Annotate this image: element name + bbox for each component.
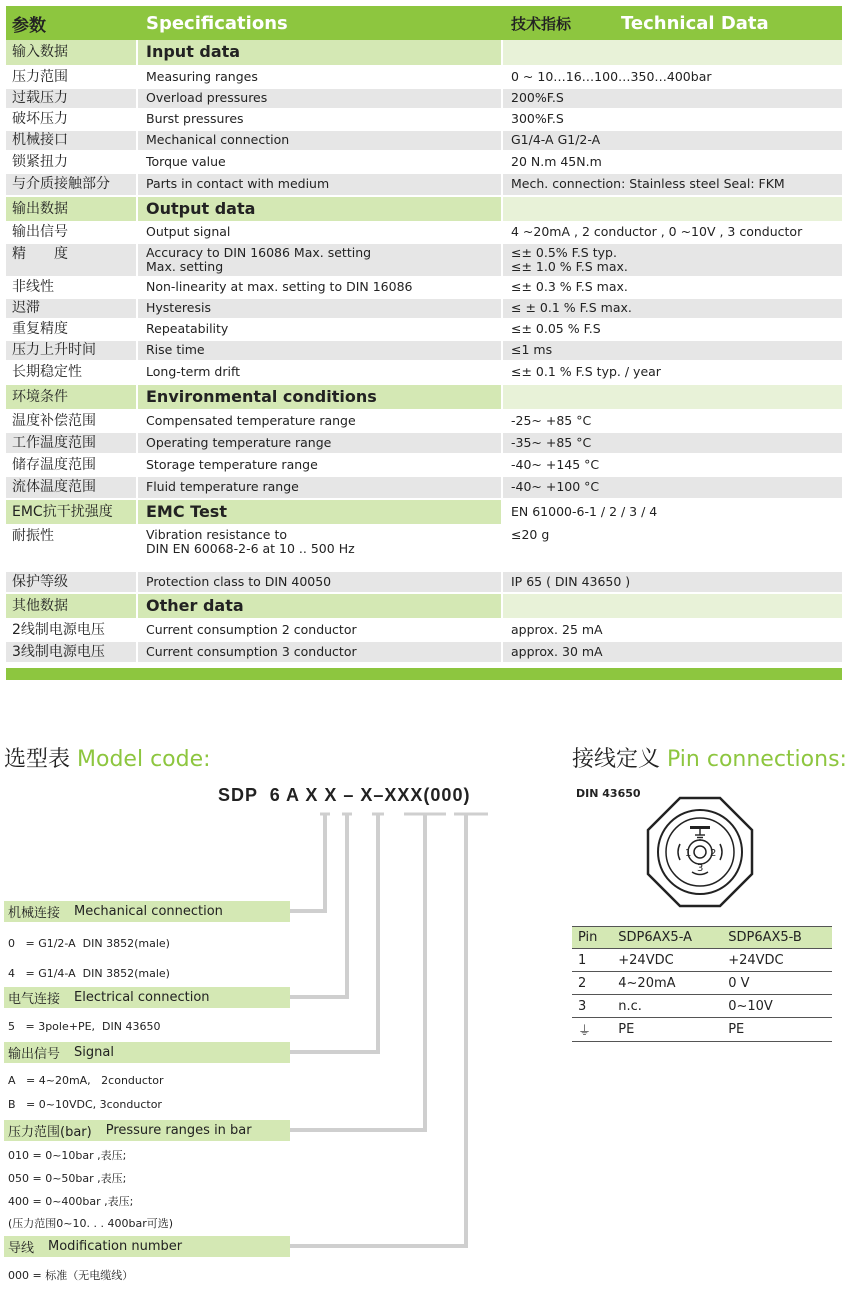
pin-assignment: 4~20mA — [612, 972, 722, 995]
pin-table — [572, 926, 832, 1042]
spec-value: -35~ +85 °C — [501, 433, 842, 453]
model-group-en: Signal — [74, 1045, 114, 1060]
model-group-en: Mechanical connection — [74, 904, 223, 919]
spec-en-label: Parts in contact with medium — [136, 174, 501, 195]
connector-pin-2-label: 2 — [710, 848, 717, 859]
spec-cn-label: 流体温度范围 — [12, 479, 96, 496]
model-group-en: Pressure ranges in bar — [105, 1123, 252, 1138]
model-option: 010 = 0~10bar ,表压; — [8, 1149, 127, 1162]
spec-value: ≤± 0.05 % F.S — [501, 320, 842, 339]
spec-en-label: Burst pressures — [136, 110, 501, 129]
spec-en-label: Current consumption 3 conductor — [136, 642, 501, 662]
pin-assignment: +24VDC — [722, 949, 832, 972]
pin-assignment: n.c. — [612, 995, 722, 1018]
model-group-header — [4, 987, 290, 1008]
spec-value: ≤± 0.5% F.S typ. ≤± 1.0 % F.S max. — [501, 244, 842, 276]
model-group-cn: 压力范围(bar) — [8, 1125, 92, 1140]
spec-cn-label: 精 度 — [12, 246, 68, 262]
spec-value: ≤± 0.3 % F.S max. — [501, 278, 842, 297]
spec-cn-label: 2线制电源电压 — [12, 621, 105, 638]
model-title-cn: 选型表 — [4, 747, 71, 772]
spec-en-label: Compensated temperature range — [136, 411, 501, 431]
pin-row — [572, 972, 832, 995]
spec-value: approx. 30 mA — [501, 642, 842, 662]
spec-cn-label: 其他数据 — [12, 597, 68, 614]
spec-en-label: Long-term drift — [136, 362, 501, 383]
spec-value: Mech. connection: Stainless steel Seal: FKM — [501, 174, 842, 195]
spec-cn-label: 与介质接触部分 — [12, 176, 110, 193]
spec-cn-label: 迟滞 — [12, 300, 40, 317]
pin-row — [572, 949, 832, 972]
spec-cn-label: 压力上升时间 — [12, 342, 96, 359]
pin-col-header: SDP6AX5-B — [722, 927, 832, 949]
spec-en-label: Environmental conditions — [136, 385, 501, 409]
pin-assignment: 0 V — [722, 972, 832, 995]
spec-value: 300%F.S — [501, 110, 842, 129]
spec-cn-label: 输入数据 — [12, 44, 68, 61]
spec-value: -40~ +145 °C — [501, 455, 842, 475]
model-option: 000 = 标准（无电缆线） — [8, 1269, 134, 1282]
model-option: A = 4~20mA, 2conductor — [8, 1074, 164, 1087]
model-group-header — [4, 1042, 290, 1063]
spec-value: 0 ~ 10…16…100…350…400bar — [501, 67, 842, 87]
spec-value: -25~ +85 °C — [501, 411, 842, 431]
spec-en-label: Hysteresis — [136, 299, 501, 318]
leader-electrical — [290, 814, 347, 997]
model-group-cn: 导线 — [8, 1241, 35, 1256]
model-option: 4 = G1/4-A DIN 3852(male) — [8, 967, 170, 980]
spec-en-label: Protection class to DIN 40050 — [136, 572, 501, 592]
pin-title-en: Pin connections: — [667, 747, 847, 772]
spec-value: approx. 25 mA — [501, 620, 842, 640]
pin-assignment: 0~10V — [722, 995, 832, 1018]
spec-cn-label: 输出数据 — [12, 200, 68, 217]
spec-cn-label: 过载压力 — [12, 90, 68, 107]
spec-en-label: Current consumption 2 conductor — [136, 620, 501, 640]
pin-number: ⏚ — [572, 1018, 612, 1042]
din-label: DIN 43650 — [576, 787, 641, 800]
spec-en-label: Measuring ranges — [136, 67, 501, 87]
spec-en-label: Input data — [136, 40, 501, 65]
model-option: 400 = 0~400bar ,表压; — [8, 1195, 134, 1208]
spec-cn-label: 耐振性 — [12, 528, 54, 544]
model-group-header — [4, 901, 290, 922]
model-option: 0 = G1/2-A DIN 3852(male) — [8, 937, 170, 950]
spec-value: ≤± 0.1 % F.S typ. / year — [501, 362, 842, 383]
pin-number: 1 — [572, 949, 612, 972]
pin-number: 2 — [572, 972, 612, 995]
pin-title-cn: 接线定义 — [572, 747, 661, 772]
pin-col-header: SDP6AX5-A — [612, 927, 722, 949]
model-group-header — [4, 1120, 290, 1141]
spec-cn-label: 锁紧扭力 — [12, 153, 68, 170]
pin-col-header: Pin — [572, 927, 612, 949]
pin-number: 3 — [572, 995, 612, 1018]
spec-cn-label: 3线制电源电压 — [12, 643, 105, 660]
spec-cn-label: 工作温度范围 — [12, 434, 96, 451]
header-en-left: Specifications — [146, 12, 288, 34]
model-group-cn: 电气连接 — [8, 992, 61, 1007]
spec-cn-label: 压力范围 — [12, 68, 68, 85]
spec-cn-label: 长期稳定性 — [12, 364, 82, 381]
model-group-header — [4, 1236, 290, 1257]
spec-cn-label: 保护等级 — [12, 573, 68, 590]
spec-value: -40~ +100 °C — [501, 477, 842, 498]
spec-value: EN 61000-6-1 / 2 / 3 / 4 — [501, 500, 842, 524]
model-group-en: Electrical connection — [74, 990, 210, 1005]
model-option: B = 0~10VDC, 3conductor — [8, 1098, 162, 1111]
model-option: 050 = 0~50bar ,表压; — [8, 1172, 127, 1185]
spec-value: 20 N.m 45N.m — [501, 152, 842, 172]
model-group-cn: 机械连接 — [8, 906, 61, 921]
pin-table-header — [572, 927, 832, 949]
pin-connections-title — [572, 742, 847, 773]
spec-en-label: Overload pressures — [136, 89, 501, 108]
spec-en-label: Rise time — [136, 341, 501, 360]
spec-en-label: Other data — [136, 594, 501, 618]
spec-value: G1/4-A G1/2-A — [501, 131, 842, 150]
spec-cn-label: 温度补偿范围 — [12, 412, 96, 429]
spec-en-label: Accuracy to DIN 16086 Max. setting Max. setting — [136, 244, 501, 276]
spec-en-label: Output data — [136, 197, 501, 221]
spec-cn-label: 非线性 — [12, 279, 54, 296]
spec-value: IP 65 ( DIN 43650 ) — [501, 572, 842, 592]
pin-row — [572, 1018, 832, 1042]
spec-cn-label: EMC抗干扰强度 — [12, 503, 113, 520]
connector-pin-1-label: 1 — [685, 848, 692, 859]
spec-en-label: Vibration resistance to DIN EN 60068-2-6 at 10 .. 500 Hz — [136, 526, 501, 570]
spec-value: ≤ ± 0.1 % F.S max. — [501, 299, 842, 318]
spec-cn-label: 环境条件 — [12, 388, 68, 405]
connector-center-inner — [694, 846, 706, 858]
spec-en-label: Repeatability — [136, 320, 501, 339]
spec-en-label: EMC Test — [136, 500, 501, 524]
spec-value: 4 ~20mA , 2 conductor , 0 ~10V , 3 conductor — [501, 223, 842, 242]
spec-en-label: Torque value — [136, 152, 501, 172]
spec-cn-label: 输出信号 — [12, 224, 68, 241]
spec-en-label: Mechanical connection — [136, 131, 501, 150]
spec-en-label: Output signal — [136, 223, 501, 242]
spec-cn-label: 重复精度 — [12, 321, 68, 338]
model-option: (压力范围0~10. . . 400bar可选) — [8, 1217, 174, 1230]
leader-pressure — [290, 814, 425, 1130]
header-cn-left: 参数 — [12, 15, 46, 36]
model-group-en: Modification number — [48, 1239, 183, 1254]
model-code-string: SDP 6 A X X – X–XXX(000) — [218, 785, 471, 805]
pin-table-body — [572, 949, 832, 1042]
header-cn-right: 技术指标 — [511, 14, 572, 33]
pin-row — [572, 995, 832, 1018]
model-group-cn: 输出信号 — [8, 1047, 61, 1062]
leader-mechanical — [290, 814, 325, 911]
pin-assignment: PE — [612, 1018, 722, 1042]
spec-cn-label: 机械接口 — [12, 132, 68, 149]
spec-cn-label: 破坏压力 — [12, 111, 68, 128]
pin-assignment: PE — [722, 1018, 832, 1042]
spec-en-label: Operating temperature range — [136, 433, 501, 453]
spec-en-label: Non-linearity at max. setting to DIN 16086 — [136, 278, 501, 297]
spec-value: 200%F.S — [501, 89, 842, 108]
connector-pin-3-label: 3 — [697, 863, 704, 874]
model-title-en: Model code: — [77, 747, 211, 772]
spec-en-label: Storage temperature range — [136, 455, 501, 475]
spec-en-label: Fluid temperature range — [136, 477, 501, 498]
leader-signal — [290, 814, 378, 1052]
spec-value: ≤20 g — [501, 526, 842, 570]
header-en-right: Technical Data — [621, 12, 769, 34]
spec-cn-label: 储存温度范围 — [12, 456, 96, 473]
spec-value: ≤1 ms — [501, 341, 842, 360]
model-option: 5 = 3pole+PE, DIN 43650 — [8, 1020, 161, 1033]
pin-assignment: +24VDC — [612, 949, 722, 972]
din-connector-diagram — [644, 796, 756, 908]
